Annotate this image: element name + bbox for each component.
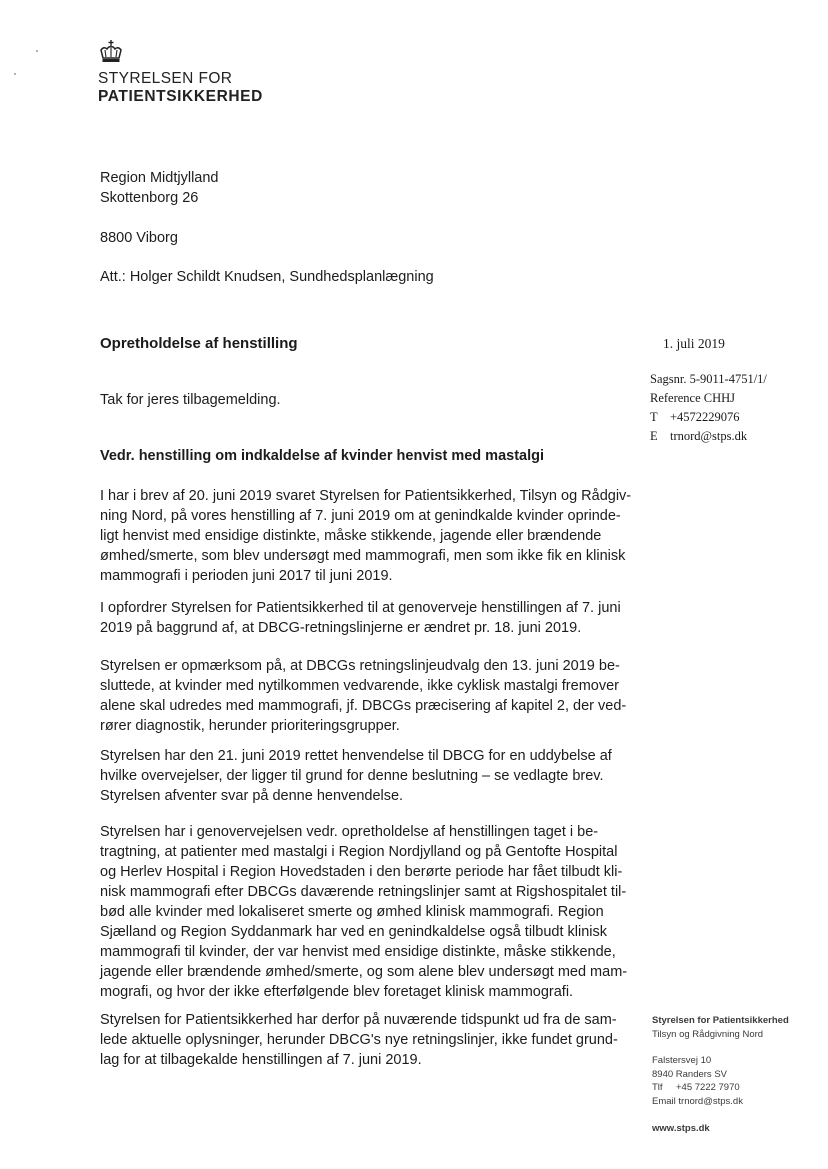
case-email <box>650 427 767 446</box>
footer-email: Email trnord@stps.dk <box>652 1095 743 1107</box>
case-reference: Reference CHHJ <box>650 391 736 405</box>
paragraph-line: ning Nord, på vores henstilling af 7. juni 2019 om at genindkalde kvinder oprinde- <box>100 508 621 524</box>
footer-street: Falstersvej 10 <box>652 1055 712 1066</box>
paragraph-line: ømhed/smerte, som blev undersøgt med mammografi, men som ikke fik en klinisk <box>100 548 626 564</box>
footer-org-name: Styrelsen for Patientsikkerhed <box>652 1015 789 1026</box>
paragraph-line: nisk mammografi efter DBCGs daværende retningslinjer samt at Rigshospitalet til- <box>100 884 627 900</box>
paragraph-line: I opfordrer Styrelsen for Patientsikkerhed til at genoverveje henstillingen af 7. juni <box>100 600 621 616</box>
paragraph-line: alene skal udredes med mammografi, jf. DBCGs præcisering af kapitel 2, der ved- <box>100 698 627 714</box>
paragraph-line: Sjælland og Region Syddanmark har ved en genindkaldelse også tilbudt klinisk <box>100 924 608 940</box>
case-phone <box>650 408 767 427</box>
paragraph-line: Styrelsen har i genovervejelsen vedr. opretholdelse af henstillingen taget i be- <box>100 824 599 840</box>
recipient-address <box>100 168 500 208</box>
paragraph-3 <box>100 656 627 736</box>
paragraph-line: jagende eller brændende ømhed/smerte, og som alene blev undersøgt med mam- <box>100 964 628 980</box>
footer-phone-value: +45 7222 7970 <box>676 1082 740 1093</box>
paragraph-line: Styrelsen har den 21. juni 2019 rettet henvendelse til DBCG for en uddybelse af <box>100 748 612 764</box>
letter-date: 1. juli 2019 <box>663 336 725 351</box>
paragraph-line: rører diagnostik, herunder prioriteringsgrupper. <box>100 718 400 734</box>
paragraph-line: tragtning, at patienter med mastalgi i Region Nordjylland og på Gentofte Hospital <box>100 844 618 860</box>
phone-value: +4572229076 <box>670 410 740 424</box>
recipient-line: Region Midtjylland <box>100 170 219 186</box>
phone-label: T <box>650 410 658 424</box>
paragraph-line: Styrelsen afventer svar på denne henvendelse. <box>100 788 404 804</box>
paragraph-line: mammografi i perioden juni 2017 til juni 2019. <box>100 568 393 584</box>
paragraph-line: lag for at tilbagekalde henstillingen af 7. juni 2019. <box>100 1052 422 1068</box>
footer-website[interactable]: www.stps.dk <box>652 1123 710 1134</box>
paragraph-line: I har i brev af 20. juni 2019 svaret Styrelsen for Patientsikkerhed, Tilsyn og Rådgiv- <box>100 488 632 504</box>
paragraph-line: sluttede, at kvinder med nytilkommen vedvarende, ikke cyklisk mastalgi fremover <box>100 678 619 694</box>
paragraph-4 <box>100 746 620 806</box>
recipient-line: Skottenborg 26 <box>100 190 199 206</box>
footer-postal: 8940 Randers SV <box>652 1068 727 1080</box>
paragraph-line: 2019 på baggrund af, at DBCG-retningslinjerne er ændret pr. 18. juni 2019. <box>100 620 582 636</box>
paragraph-line: mografi, og hvor der ikke efterfølgende blev foretaget klinisk mammografi. <box>100 984 574 1000</box>
paragraph-line: hvilke overvejelser, der ligger til grund for denne beslutning – se vedlagte brev. <box>100 768 604 784</box>
paragraph-6 <box>100 1010 620 1070</box>
org-name-line1: STYRELSEN FOR <box>98 70 233 87</box>
footer-contact <box>652 1054 743 1108</box>
footer-phone-label: Tlf <box>652 1082 663 1093</box>
paragraph-line: Styrelsen for Patientsikkerhed har derfor på nuværende tidspunkt ud fra de sam- <box>100 1012 617 1028</box>
letter-subject: Opretholdelse af henstilling <box>100 335 298 352</box>
footer-unit: Tilsyn og Rådgivning Nord <box>652 1028 764 1040</box>
paragraph-line: lede aktuelle oplysninger, herunder DBCG's nye retningslinjer, ikke fundet grund- <box>100 1032 618 1048</box>
org-name-line2: PATIENTSIKKERHED <box>98 88 263 105</box>
email-label: E <box>650 429 658 443</box>
case-number: Sagsnr. 5-9011-4751/1/ <box>650 372 767 386</box>
paragraph-line: ligt henvist med ensidige distinkte, måske stikkende, jagende eller brændende <box>100 528 602 544</box>
recipient-city: 8800 Viborg <box>100 230 178 246</box>
paragraph-line: bød alle kvinder med lokaliseret smerte og ømhed klinisk mammografi. Region <box>100 904 604 920</box>
paragraph-line: mammografi til kvinder, der var henvist med ensidige distinkte, måske stikkende, <box>100 944 616 960</box>
thanks-line: Tak for jeres tilbagemelding. <box>100 392 281 408</box>
crown-icon <box>98 40 124 66</box>
paragraph-line: Styrelsen er opmærksom på, at DBCGs retningslinjeudvalg den 13. juni 2019 be- <box>100 658 620 674</box>
paragraph-line: og Herlev Hospital i Region Hovedstaden i den berørte periode har fået tilbudt kli- <box>100 864 623 880</box>
case-metadata <box>650 370 767 446</box>
section-heading: Vedr. henstilling om indkaldelse af kvinder henvist med mastalgi <box>100 448 544 464</box>
paragraph-2 <box>100 598 620 638</box>
paragraph-5 <box>100 822 628 1002</box>
scan-speck <box>36 50 38 52</box>
paragraph-1 <box>100 486 632 586</box>
recipient-attention: Att.: Holger Schildt Knudsen, Sundhedsplanlægning <box>100 269 434 285</box>
footer-organisation <box>652 1014 789 1041</box>
email-value: trnord@stps.dk <box>670 429 748 443</box>
footer-phone <box>652 1081 743 1095</box>
scan-speck <box>14 73 16 75</box>
